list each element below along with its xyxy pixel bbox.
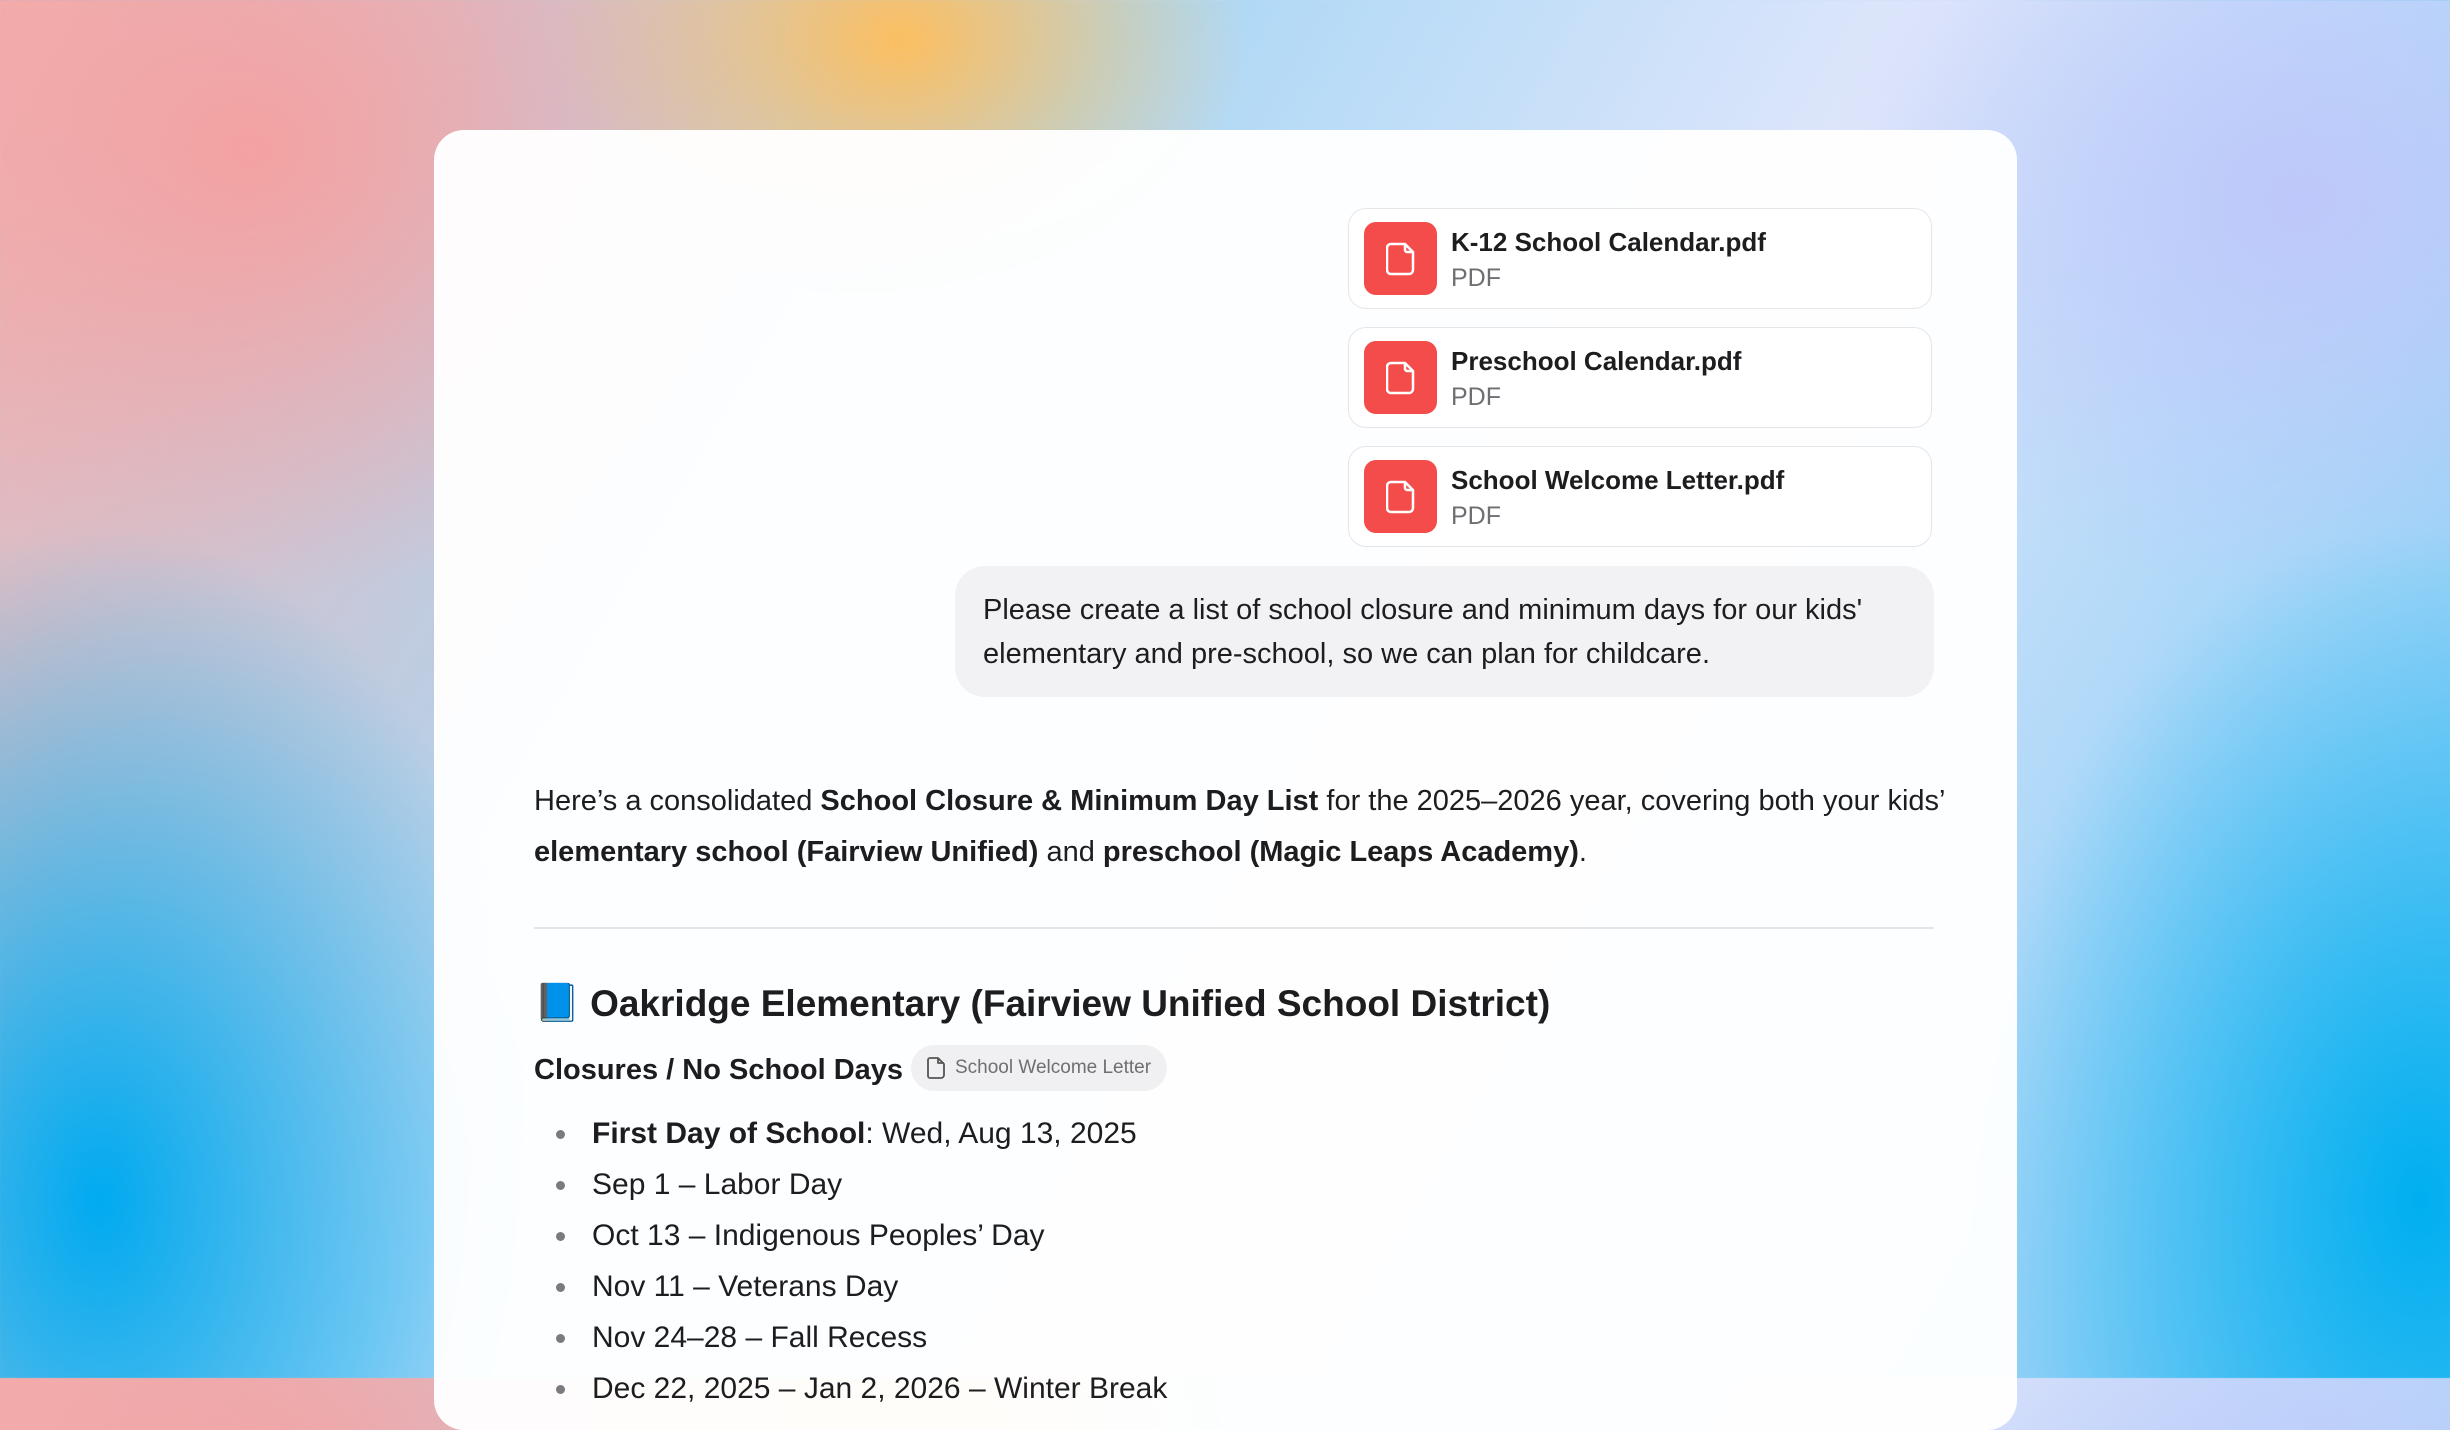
list-item [534,1159,1167,1210]
text: Sep 1 – Labor Day [592,1168,843,1201]
bold-text: School Closure & Minimum Day List [820,785,1319,817]
text: Nov 11 – Veterans Day [592,1270,899,1303]
list-item [534,1261,1167,1312]
text: : Wed, Aug 13, 2025 [865,1117,1137,1150]
chat-panel [434,130,2017,1430]
attachment-type: PDF [1451,264,1501,292]
document-icon [1364,341,1437,414]
list-item [534,1210,1167,1261]
attachment-card[interactable] [1348,446,1932,547]
list-item [534,1108,1167,1159]
bold-text: elementary school (Fairview Unified) [534,836,1039,868]
blue-book-icon: 📘 [534,982,581,1023]
text: Here’s a consolidated [534,785,821,817]
attachment-name: School Welcome Letter.pdf [1451,465,1785,495]
document-icon [1364,222,1437,295]
closure-list [534,1108,1167,1414]
subsection-heading: Closures / No School Days [534,1054,904,1086]
text: and [1038,836,1103,868]
attachment-name: K-12 School Calendar.pdf [1451,227,1766,257]
attachment-type: PDF [1451,383,1501,411]
text: Dec 22, 2025 – Jan 2, 2026 – Winter Break [592,1372,1168,1405]
response-intro [534,776,1954,878]
text: . [1578,836,1587,868]
divider [534,927,1934,929]
bold-text: preschool (Magic Leaps Academy) [1102,836,1579,868]
attachment-card[interactable] [1348,327,1932,428]
bold-text: First Day of School [592,1117,866,1150]
document-icon [927,1057,945,1079]
source-label: School Welcome Letter [955,1057,1152,1078]
list-item [534,1312,1167,1363]
text: Nov 24–28 – Fall Recess [592,1321,928,1354]
list-item [534,1363,1167,1414]
document-icon [1364,460,1437,533]
section-heading [534,982,1550,1025]
attachment-name: Preschool Calendar.pdf [1451,346,1742,376]
attachment-card[interactable] [1348,208,1932,309]
source-citation-pill[interactable] [911,1045,1167,1091]
user-message: Please create a list of school closure and minimum days for our kids' elementary and pre-school, so we can plan for childcare. [955,566,1934,697]
section-title: Oakridge Elementary (Fairview Unified School District) [590,982,1551,1024]
attachment-type: PDF [1451,502,1501,530]
text: for the 2025–2026 year, covering both your kids’ [1318,785,1945,817]
text: Oct 13 – Indigenous Peoples’ Day [592,1219,1045,1252]
